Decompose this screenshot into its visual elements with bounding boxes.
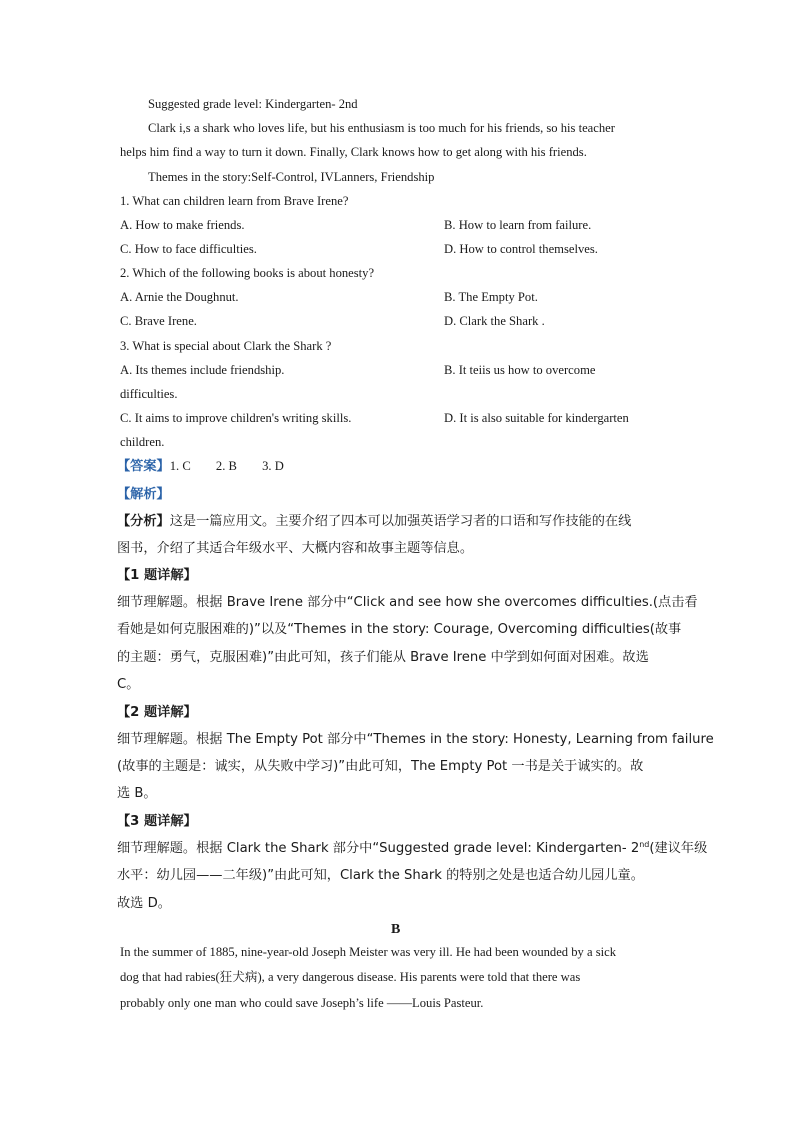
summary-line-2: 图书，介绍了其适合年级水平、大概内容和故事主题等信息。 [117, 541, 474, 556]
themes-line: Themes in the story:Self-Control, IVLanners, Friendship [148, 170, 435, 184]
detail-3-line-3: 故选 D。 [117, 896, 171, 911]
question-2-option-c: C. Brave Irene. [120, 314, 197, 328]
detail-1-line-2: 看她是如何克服困难的)”以及“Themes in the story: Courage, Overcoming difficulties(故事 [117, 622, 682, 637]
question-2-option-d: D. Clark the Shark . [444, 314, 545, 328]
section-b-heading: B [391, 922, 401, 937]
detail-2-line-2: (故事的主题是：诚实，从失败中学习)”由此可知，The Empty Pot 一书是关于诚实的。故 [117, 759, 644, 774]
question-3-option-d-continued: children. [120, 435, 165, 449]
suggested-grade-line: Suggested grade level: Kindergarten- 2nd [148, 97, 358, 111]
answer-line [117, 459, 284, 475]
detail-1-line-1: 细节理解题。根据 Brave Irene 部分中“Click and see how she overcomes difficulties.(点击看 [117, 595, 698, 610]
detail-1-label: 【1 题详解】 [117, 568, 197, 583]
question-3-option-b: B. It teiis us how to overcome [444, 363, 596, 377]
detail-2-line-3: 选 B。 [117, 786, 157, 801]
detail-3-line-1-tail: (建议年级 [649, 841, 708, 856]
detail-3-line-1-main: 细节理解题。根据 Clark the Shark 部分中“Suggested grade level: Kindergarten- 2 [117, 841, 640, 856]
clark-description-line-1: Clark i,s a shark who loves life, but his enthusiasm is too much for his friends, so his teacher [148, 121, 615, 135]
question-2-option-b: B. The Empty Pot. [444, 290, 538, 304]
detail-2-label: 【2 题详解】 [117, 705, 197, 720]
question-1-option-b: B. How to learn from failure. [444, 218, 592, 232]
answer-values: 1. C 2. B 3. D [169, 459, 284, 473]
question-3-stem: 3. What is special about Clark the Shark ? [120, 339, 332, 353]
question-3-option-c: C. It aims to improve children's writing skills. [120, 411, 352, 425]
section-b-line-1: In the summer of 1885, nine-year-old Joseph Meister was very ill. He had been wounded by a sick [120, 945, 617, 959]
question-1-option-d: D. How to control themselves. [444, 242, 598, 256]
analysis-label: 【解析】 [117, 487, 170, 502]
question-1-option-a: A. How to make friends. [120, 218, 245, 232]
detail-1-line-3: 的主题：勇气，克服困难)”由此可知，孩子们能从 Brave Irene 中学到如何面对困难。故选 [117, 650, 649, 665]
detail-2-line-1: 细节理解题。根据 The Empty Pot 部分中“Themes in the story: Honesty, Learning from failure [117, 732, 714, 747]
detail-3-label: 【3 题详解】 [117, 814, 197, 829]
section-b-line-3: probably only one man who could save Joseph’s life ——Louis Pasteur. [120, 996, 484, 1010]
section-b-line-2: dog that had rabies(狂犬病), a very dangerous disease. His parents were told that there was [120, 970, 581, 984]
clark-description-line-2: helps him find a way to turn it down. Finally, Clark knows how to get along with his friends. [120, 145, 587, 159]
question-1-option-c: C. How to face difficulties. [120, 242, 257, 256]
answer-label: 【答案】 [117, 459, 170, 474]
detail-1-line-4: C。 [117, 677, 140, 692]
detail-3-superscript: nd [639, 840, 650, 849]
question-3-option-b-continued: difficulties. [120, 387, 178, 401]
question-3-option-a: A. Its themes include friendship. [120, 363, 285, 377]
question-2-option-a: A. Arnie the Doughnut. [120, 290, 239, 304]
detail-3-line-1 [117, 841, 707, 857]
question-1-stem: 1. What can children learn from Brave Irene? [120, 194, 349, 208]
question-2-stem: 2. Which of the following books is about honesty? [120, 266, 375, 280]
summary-label: 【分析】 [117, 514, 170, 529]
summary-line-1 [117, 514, 631, 530]
summary-text-1: 这是一篇应用文。主要介绍了四本可以加强英语学习者的口语和写作技能的在线 [169, 514, 632, 529]
detail-3-line-2: 水平：幼儿园——二年级)”由此可知，Clark the Shark 的特别之处是也适合幼儿园儿童。 [117, 868, 644, 883]
question-3-option-d: D. It is also suitable for kindergarten [444, 411, 629, 425]
